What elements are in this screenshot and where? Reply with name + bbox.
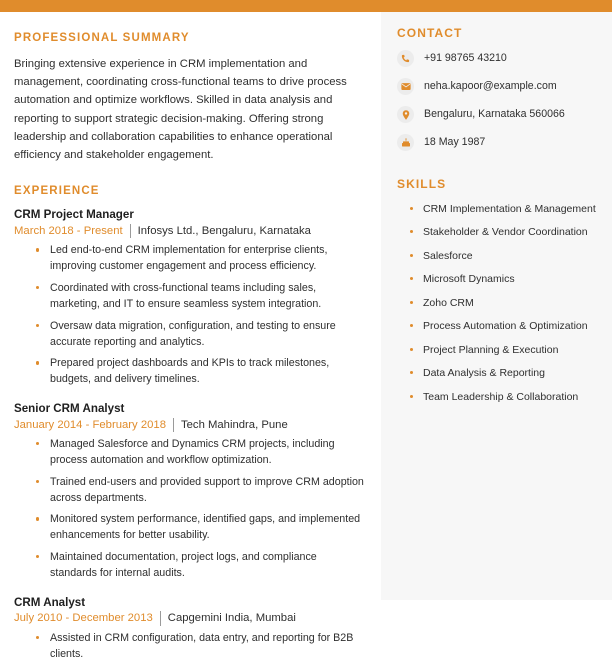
birthday-cake-icon <box>397 134 414 151</box>
skill-item: Zoho CRM <box>397 296 602 310</box>
job-company: Infosys Ltd., Bengaluru, Karnataka <box>137 225 311 238</box>
section-heading-skills: SKILLS <box>397 177 447 192</box>
job-bullet: Managed Salesforce and Dynamics CRM projects, including process automation and workflow optimization. <box>14 437 365 469</box>
job-bullet: Coordinated with cross-functional teams including sales, marketing, and IT to ensure seamless system integration. <box>14 281 365 313</box>
section-heading-experience: EXPERIENCE <box>14 184 100 197</box>
professional-summary-text: Bringing extensive experience in CRM implementation and management, coordinating cross-functional teams to drive process automation and optimize workflows. Skilled in data analysis and reporting to support strategic decision-making. Offering strong leadership and collaboration capabilities to enhance operational efficiency and stakeholder engagement. <box>14 57 347 162</box>
job-bullet: Led end-to-end CRM implementation for enterprise clients, improving customer engagement and process efficiency. <box>14 243 365 275</box>
job-meta <box>14 223 365 239</box>
job-date: March 2018 - Present <box>14 225 123 238</box>
location-pin-icon <box>397 106 414 123</box>
job-company: Capgemini India, Mumbai <box>167 612 296 625</box>
contact-value-phone: +91 98765 43210 <box>424 52 507 64</box>
skill-item: Process Automation & Optimization <box>397 319 602 333</box>
skills-list <box>397 202 602 404</box>
contact-value-birthdate: 18 May 1987 <box>424 136 486 148</box>
job-title: CRM Analyst <box>14 595 86 609</box>
contact-value-location: Bengaluru, Karnataka 560066 <box>424 108 565 120</box>
job-bullet: Trained end-users and provided support to improve CRM adoption across departments. <box>14 475 365 507</box>
job-date: January 2014 - February 2018 <box>14 418 166 431</box>
skill-item: Team Leadership & Collaboration <box>397 390 602 404</box>
job-bullet: Monitored system performance, identified gaps, and implemented enhancements for better usability. <box>14 512 365 544</box>
job-bullet: Assisted in CRM configuration, data entry, and reporting for B2B clients. <box>14 631 365 662</box>
experience-item <box>14 401 365 582</box>
job-title: CRM Project Manager <box>14 208 134 222</box>
skill-item: Salesforce <box>397 249 602 263</box>
sidebar-column <box>381 12 612 600</box>
job-title: Senior CRM Analyst <box>14 402 125 416</box>
meta-divider <box>173 418 174 432</box>
job-bullet: Maintained documentation, project logs, and compliance standards for internal audits. <box>14 550 365 582</box>
job-date: July 2010 - December 2013 <box>14 612 153 625</box>
contact-item-location <box>397 106 602 123</box>
email-icon <box>397 78 414 95</box>
contact-value-email: neha.kapoor@example.com <box>424 80 557 92</box>
contact-item-phone <box>397 50 602 67</box>
skill-item: CRM Implementation & Management <box>397 202 602 216</box>
section-heading-contact: CONTACT <box>397 26 463 40</box>
section-heading-professional-summary: PROFESSIONAL SUMMARY <box>14 32 190 44</box>
contact-item-email <box>397 78 602 95</box>
job-bullet: Prepared project dashboards and KPIs to track milestones, budgets, and delivery timelines. <box>14 356 365 388</box>
skill-item: Stakeholder & Vendor Coordination <box>397 225 602 239</box>
main-column <box>0 12 381 660</box>
experience-list <box>14 207 365 662</box>
skill-item: Project Planning & Execution <box>397 343 602 357</box>
skill-item: Data Analysis & Reporting <box>397 366 602 380</box>
contact-item-birthdate <box>397 134 602 151</box>
phone-icon <box>397 50 414 67</box>
experience-item <box>14 207 365 388</box>
skill-item: Microsoft Dynamics <box>397 272 602 286</box>
job-meta <box>14 610 365 626</box>
meta-divider <box>130 224 131 238</box>
accent-top-bar <box>0 0 612 12</box>
resume-columns <box>0 12 612 660</box>
job-meta <box>14 417 365 433</box>
contact-list <box>397 50 602 151</box>
job-bullets <box>14 631 365 662</box>
job-company: Tech Mahindra, Pune <box>180 418 288 431</box>
job-bullets <box>14 437 365 582</box>
meta-divider <box>160 611 161 625</box>
job-bullets <box>14 243 365 388</box>
job-bullet: Oversaw data migration, configuration, and testing to ensure accurate reporting and analytics. <box>14 319 365 351</box>
experience-item <box>14 595 365 662</box>
